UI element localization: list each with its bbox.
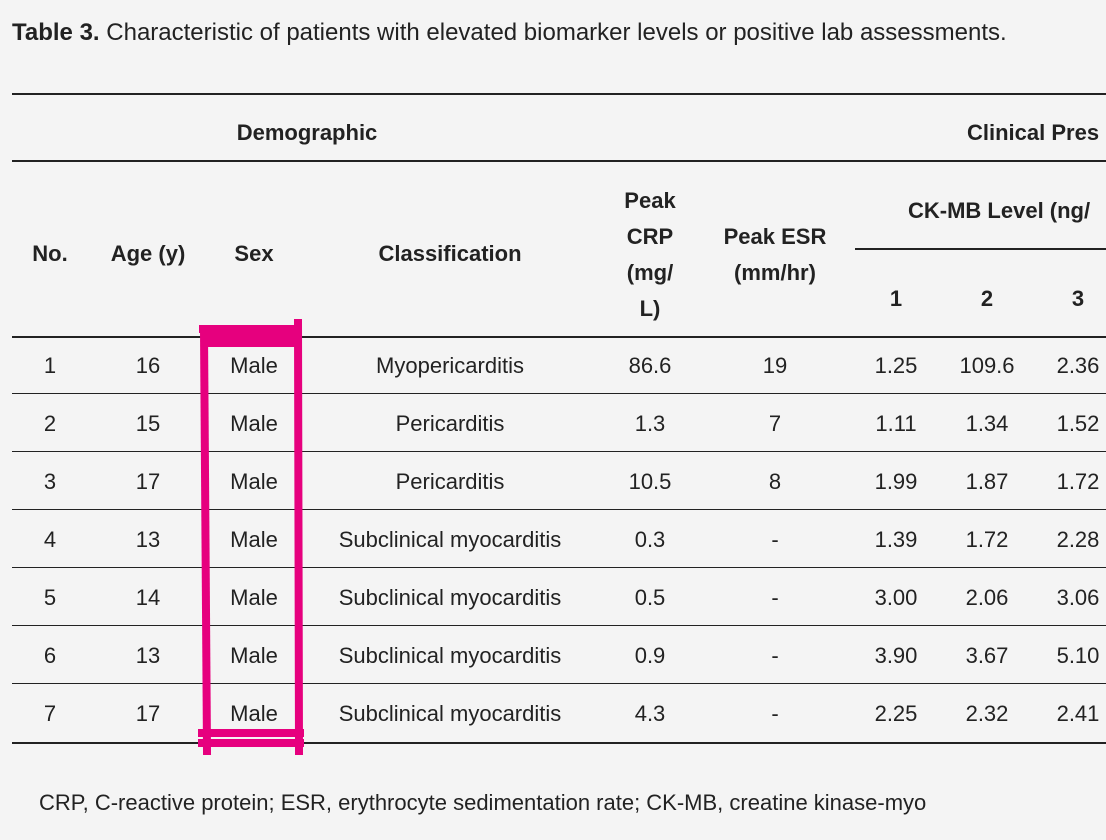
col-header-age: Age (y) [110,241,186,266]
col-header-ckmb: CK-MB Level (ng/ [908,198,1091,223]
cell-classification: Subclinical myocarditis [338,527,562,552]
table-top-rule [12,93,1106,95]
cell-ck2: 2.06 [965,585,1009,610]
cell-age: 17 [135,701,161,726]
cell-esr: 8 [768,469,782,494]
cell-ck3: 3.06 [1056,585,1100,610]
cell-ck1: 3.00 [874,585,918,610]
table-row [12,627,1106,685]
table-caption-label: Table 3. [12,19,100,46]
table-row [12,395,1106,453]
cell-age: 13 [135,527,161,552]
row-rule [12,393,1106,394]
col-header-esr-line-1: Peak ESR [723,224,827,249]
cell-esr: 7 [768,411,782,436]
col-header-crp-line-3: (mg/ [626,260,674,285]
table-footnote: CRP, C-reactive protein; ESR, erythrocyte sedimentation rate; CK-MB, creatine kinase-myo [39,790,927,815]
col-header-crp-line-1: Peak [624,188,676,213]
table-row [12,511,1106,569]
col-header-ckmb-2: 2 [980,286,994,311]
cell-ck1: 3.90 [874,643,918,668]
cell-classification: Subclinical myocarditis [338,585,562,610]
cell-age: 13 [135,643,161,668]
cell-ck2: 1.34 [965,411,1009,436]
col-header-crp [600,183,700,327]
cell-no: 2 [43,411,57,436]
cell-ck1: 1.39 [874,527,918,552]
cell-ck3: 5.10 [1056,643,1100,668]
cell-age: 14 [135,585,161,610]
cell-sex: Male [230,643,278,668]
cell-ck3: 1.52 [1056,411,1100,436]
cell-crp: 0.5 [634,585,666,610]
row-rule [12,683,1106,684]
col-header-crp-line-2: CRP [626,224,674,249]
cell-age: 16 [135,353,161,378]
col-header-esr [700,219,850,291]
cell-ck2: 2.32 [965,701,1009,726]
cell-crp: 1.3 [634,411,666,436]
row-rule [12,567,1106,568]
table-row [12,337,1106,395]
table-caption-text: Characteristic of patients with elevated biomarker levels or positive lab assessments. [99,19,1007,46]
row-rule [12,509,1106,510]
cell-age: 17 [135,469,161,494]
cell-no: 7 [43,701,57,726]
cell-crp: 0.3 [634,527,666,552]
group-header-rule [12,160,1106,162]
cell-ck3: 1.72 [1056,469,1100,494]
cell-ck1: 1.25 [874,353,918,378]
cell-no: 3 [43,469,57,494]
col-header-esr-line-2: (mm/hr) [734,260,816,285]
cell-ck1: 1.99 [874,469,918,494]
table-row [12,453,1106,511]
ckmb-subheader-rule [855,248,1106,250]
group-header-clinical: Clinical Pres [967,120,1100,145]
data-table [12,93,1106,753]
cell-ck2: 1.87 [965,469,1009,494]
cell-esr: - [771,585,779,610]
row-rule [12,742,1106,744]
col-header-ckmb-1: 1 [889,286,903,311]
cell-classification: Subclinical myocarditis [338,643,562,668]
row-rule [12,625,1106,626]
cell-sex: Male [230,527,278,552]
cell-ck2: 1.72 [965,527,1009,552]
cell-ck1: 2.25 [874,701,918,726]
cell-ck1: 1.11 [875,411,917,436]
cell-esr: - [771,643,779,668]
cell-ck3: 2.41 [1056,701,1100,726]
col-header-ckmb-3: 3 [1071,286,1085,311]
cell-sex: Male [230,411,278,436]
col-header-classification: Classification [378,241,522,266]
cell-crp: 4.3 [634,701,666,726]
group-header-demographic: Demographic [236,120,378,145]
cell-ck2: 3.67 [965,643,1009,668]
cell-no: 6 [43,643,57,668]
cell-sex: Male [230,701,278,726]
cell-sex: Male [230,585,278,610]
cell-no: 5 [43,585,57,610]
table-row [12,685,1106,743]
cell-esr: - [771,701,779,726]
cell-classification: Pericarditis [395,469,505,494]
cell-classification: Subclinical myocarditis [338,701,562,726]
cell-crp: 0.9 [634,643,666,668]
table-caption [12,19,1007,47]
cell-classification: Pericarditis [395,411,505,436]
cell-ck3: 2.36 [1056,353,1100,378]
row-rule [12,451,1106,452]
cell-ck3: 2.28 [1056,527,1100,552]
cell-crp: 86.6 [628,353,672,378]
col-header-crp-line-4: L) [639,296,661,321]
cell-ck2: 109.6 [959,353,1015,378]
col-header-no: No. [32,241,68,266]
cell-no: 1 [43,353,57,378]
cell-classification: Myopericarditis [376,353,524,378]
table-row [12,569,1106,627]
cell-crp: 10.5 [628,469,672,494]
cell-esr: - [771,527,779,552]
cell-age: 15 [135,411,161,436]
cell-sex: Male [230,353,278,378]
cell-esr: 19 [762,353,788,378]
col-header-sex: Sex [234,241,274,266]
cell-no: 4 [43,527,57,552]
cell-sex: Male [230,469,278,494]
